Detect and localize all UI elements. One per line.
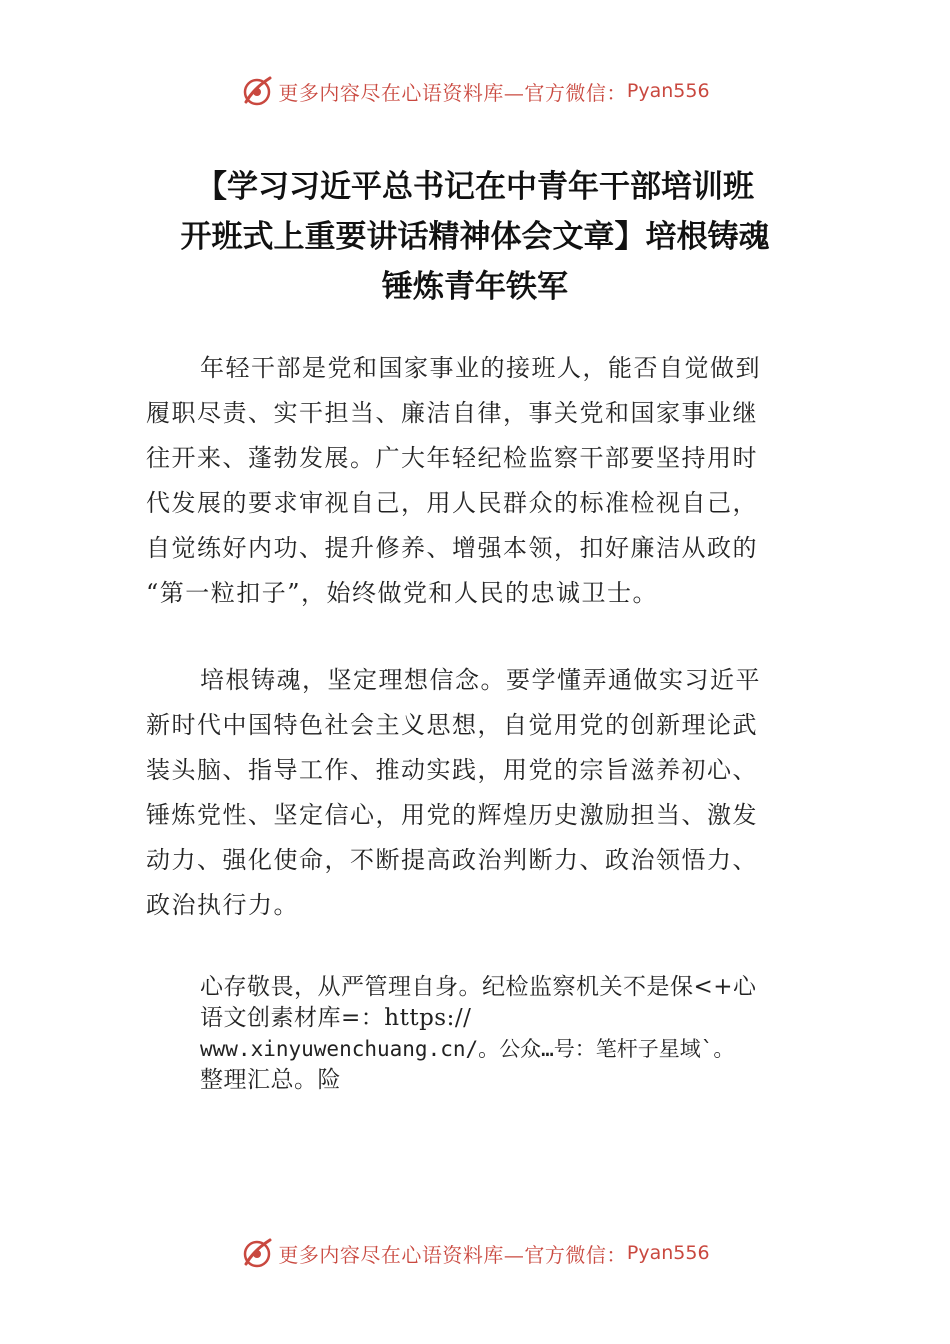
text-line: 代发展的要求审视自己，用人民群众的标准检视自己， <box>146 489 758 517</box>
banner-text: 更多内容尽在心语资料库—官方微信： <box>278 80 627 105</box>
header-banner <box>0 66 950 116</box>
title-line: 锤炼青年铁军 <box>382 269 568 305</box>
text-line: 政治执行力。 <box>146 891 299 919</box>
text-line: 装头脑、指导工作、推动实践，用党的宗旨滋养初心、 <box>146 756 758 784</box>
text-line: 履职尽责、实干担当、廉洁自律，事关党和国家事业继 <box>146 399 758 427</box>
text-line: 往开来、蓬勃发展。广大年轻纪检监察干部要坚持用时 <box>146 444 758 472</box>
banner-wechat-id: Pyan556 <box>626 1242 710 1264</box>
brush-logo-icon <box>240 74 274 108</box>
paragraph-1 <box>146 346 806 616</box>
text-line: 自觉练好内功、提升修养、增强本领，扣好廉洁从政的 <box>146 534 758 562</box>
website-link[interactable]: www.xinyuwenchuang.cn/。公众…号：笔杆子星域`。 <box>200 1037 735 1061</box>
text-line: 语文创素材库=：https:// <box>200 1005 472 1031</box>
paragraph-3 <box>200 972 840 1096</box>
banner-wechat-id: Pyan556 <box>626 80 710 102</box>
brush-logo-icon <box>240 1236 274 1270</box>
title-line: 【学习习近平总书记在中青年干部培训班 <box>196 169 754 205</box>
paragraph-2 <box>146 658 806 928</box>
text-line: 锤炼党性、坚定信心，用党的辉煌历史激励担当、激发 <box>146 801 758 829</box>
text-line: 培根铸魂，坚定理想信念。要学懂弄通做实习近平 <box>200 666 761 694</box>
text-line: 年轻干部是党和国家事业的接班人，能否自觉做到 <box>200 354 761 382</box>
title-line: 开班式上重要讲话精神体会文章】培根铸魂 <box>180 219 770 255</box>
text-line: “第一粒扣子”，始终做党和人民的忠诚卫士。 <box>146 579 659 607</box>
text-line: 新时代中国特色社会主义思想，自觉用党的创新理论武 <box>146 711 758 739</box>
text-line: 心存敬畏，从严管理自身。纪检监察机关不是保<+心 <box>200 974 757 1000</box>
footer-banner <box>0 1228 950 1278</box>
document-title <box>100 162 850 312</box>
text-line: 整理汇总。险 <box>200 1067 341 1093</box>
text-line: 动力、强化使命，不断提高政治判断力、政治领悟力、 <box>146 846 758 874</box>
banner-text: 更多内容尽在心语资料库—官方微信： <box>278 1242 627 1267</box>
